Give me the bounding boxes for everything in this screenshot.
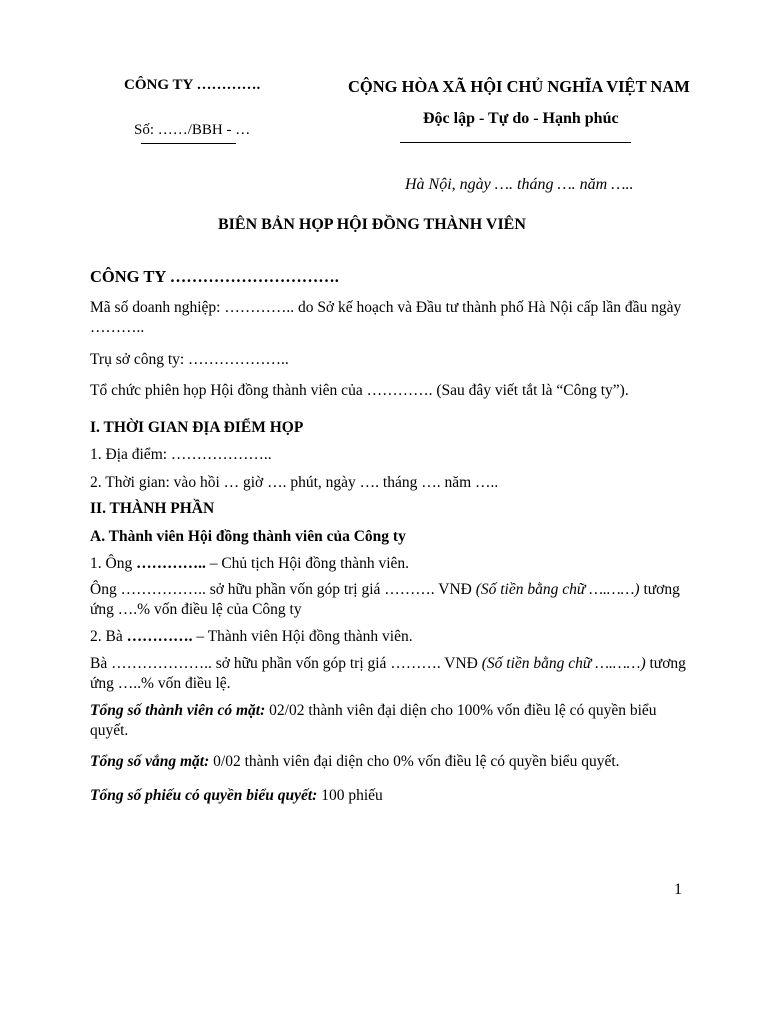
member2-line	[90, 627, 690, 647]
date-place: Hà Nội, ngày …. tháng …. năm …..	[405, 176, 634, 193]
votes-summary	[90, 786, 690, 806]
member1-capital-words: (Số tiền bằng chữ ….……)	[475, 581, 640, 598]
address-line: Trụ sở công ty: ………………..	[90, 351, 289, 368]
member1-name: …………..	[136, 555, 206, 572]
national-motto: Độc lập - Tự do - Hạnh phúc	[423, 110, 619, 127]
meeting-org-line: Tổ chức phiên họp Hội đồng thành viên của …………. (Sau đây viết tắt là “Công ty”).	[90, 382, 629, 399]
company-header-left: CÔNG TY ………….	[124, 77, 261, 93]
present-value: 02/02 thành viên đại diện cho 100% vốn điều lệ có quyền biểu quyết.	[90, 702, 657, 739]
member1-line	[90, 554, 690, 574]
present-summary	[90, 701, 690, 741]
member2-role: – Thành viên Hội đồng thành viên.	[192, 628, 413, 645]
document-number: Số: ……/BBH - …	[134, 122, 251, 138]
section2-subheading: A. Thành viên Hội đồng thành viên của Công ty	[90, 528, 406, 545]
member2-capital	[90, 654, 690, 694]
meeting-time: 2. Thời gian: vào hồi … giờ …. phút, ngày …. tháng …. năm …..	[90, 474, 499, 491]
member1-capital	[90, 580, 690, 620]
member2-capital-text: Bà ……………….. sở hữu phần vốn góp trị giá ………. VNĐ	[90, 655, 482, 672]
republic-header: CỘNG HÒA XÃ HỘI CHỦ NGHĨA VIỆT NAM	[348, 77, 690, 96]
divider-right	[400, 142, 631, 143]
section1-heading: I. THỜI GIAN ĐỊA ĐIỂM HỌP	[90, 419, 304, 436]
page-number: 1	[674, 881, 682, 898]
member1-capital-ratio: tương ứng ….% vốn điều lệ của Công ty	[90, 581, 680, 618]
votes-label: Tổng số phiếu có quyền biểu quyết:	[90, 787, 318, 804]
present-label: Tổng số thành viên có mặt:	[90, 702, 266, 719]
meeting-location: 1. Địa điểm: ………………..	[90, 446, 272, 463]
member2-prefix: 2. Bà	[90, 628, 127, 645]
member2-capital-words: (Số tiền bằng chữ ….……)	[481, 655, 646, 672]
member1-prefix: 1. Ông	[90, 555, 137, 572]
absent-value: 0/02 thành viên đại diện cho 0% vốn điều lệ có quyền biểu quyết.	[209, 753, 620, 770]
member1-capital-text: Ông …………….. sở hữu phần vốn góp trị giá ………. VNĐ	[90, 581, 476, 598]
divider-left	[141, 143, 236, 144]
company-name: CÔNG TY ………………………….	[90, 267, 339, 286]
section2-heading: II. THÀNH PHẦN	[90, 500, 215, 517]
member2-name: ………….	[126, 628, 193, 645]
absent-label: Tổng số vắng mặt:	[90, 753, 210, 770]
tax-code-line: Mã số doanh nghiệp: ………….. do Sở kế hoạch và Đầu tư thành phố Hà Nội cấp lần đầu ngày ………..	[90, 299, 682, 336]
member2-capital-ratio: tương ứng …..% vốn điều lệ.	[90, 655, 686, 692]
member1-role: – Chủ tịch Hội đồng thành viên.	[205, 555, 410, 572]
document-title: BIÊN BẢN HỌP HỘI ĐỒNG THÀNH VIÊN	[218, 216, 526, 233]
votes-value: 100 phiếu	[317, 787, 383, 804]
absent-summary	[90, 752, 690, 772]
